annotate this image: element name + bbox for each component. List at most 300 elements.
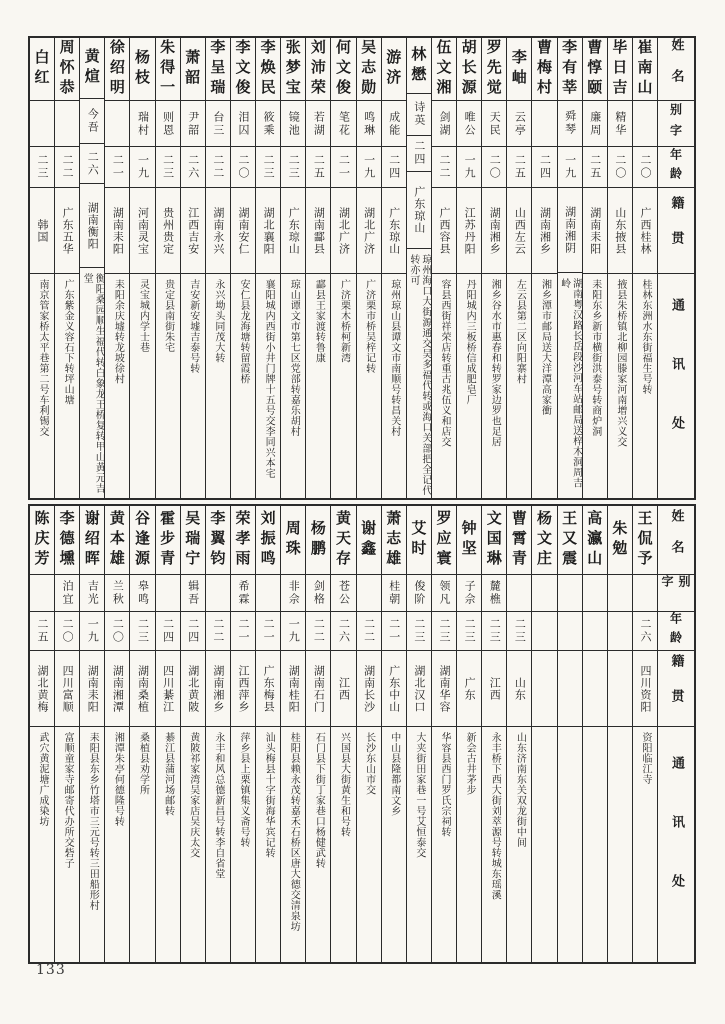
name-cell: 徐绍明	[107, 39, 126, 99]
address-cell: 资阳临江寺	[633, 726, 657, 962]
native-cell: 湖北黄陂	[181, 650, 205, 726]
name-cell: 周怀恭	[57, 39, 76, 99]
native-cell: 山东掖县	[608, 187, 632, 273]
address-cell: 石门县下街丁家巷口杨健武转	[306, 726, 330, 962]
native-cell	[558, 650, 582, 726]
age-cell: 一九	[558, 146, 582, 187]
native-cell: 湖南湘乡	[482, 187, 506, 273]
header-native: 籍贯	[658, 187, 694, 273]
address-cell: 酃县王家渡转鲁康	[306, 273, 330, 498]
person-column	[79, 38, 104, 498]
native-cell: 湖南石门	[306, 650, 330, 726]
name-cell: 杨枝	[132, 49, 151, 89]
person-column	[406, 38, 431, 498]
person-column	[54, 506, 79, 962]
person-column	[305, 506, 330, 962]
name-cell: 伍文湘	[434, 39, 453, 99]
native-cell: 河南灵宝	[130, 187, 154, 273]
name-cell: 朱勉	[610, 520, 629, 560]
native-cell: 湖南耒阳	[80, 650, 104, 726]
person-column	[406, 506, 431, 962]
age-cell: 二五	[507, 146, 531, 187]
name-cell: 钟坚	[459, 520, 478, 560]
person-column	[607, 506, 632, 962]
age-cell: 二三	[432, 611, 456, 650]
person-column	[330, 506, 355, 962]
age-cell: 二一	[231, 611, 255, 650]
native-cell: 湖南湘乡	[206, 650, 230, 726]
zi-cell: 俊阶	[407, 574, 431, 611]
native-cell: 江苏丹阳	[457, 187, 481, 273]
native-cell: 四川资阳	[633, 650, 657, 726]
person-column	[255, 506, 280, 962]
address-cell: 吉安新安墟吉泰号转	[181, 273, 205, 498]
zi-cell: 台三	[206, 100, 230, 146]
person-column	[431, 506, 456, 962]
native-cell: 湖南华容	[432, 650, 456, 726]
native-cell	[608, 650, 632, 726]
age-cell: 二五	[306, 146, 330, 187]
native-cell	[583, 650, 607, 726]
name-cell: 吴志勋	[359, 39, 378, 99]
native-cell: 广西容县	[432, 187, 456, 273]
age-cell: 二二	[432, 146, 456, 187]
address-cell: 广济栗木桥柯新湾	[331, 273, 355, 498]
name-cell: 黄本雄	[107, 510, 126, 570]
person-column	[205, 506, 230, 962]
address-cell: 琼州琼山县谭文市南顺号转昌关村	[382, 273, 406, 498]
name-cell: 游济	[384, 49, 403, 89]
native-cell: 广东	[457, 650, 481, 726]
address-cell: 耒阳余庆墟转龙坡徐村	[105, 273, 129, 498]
address-cell: 安仁县龙海塘转留霞桥	[231, 273, 255, 498]
age-cell: 二〇	[55, 611, 79, 650]
name-cell: 曹惇颐	[585, 39, 604, 99]
age-cell: 二三	[407, 611, 431, 650]
zi-cell: 唯公	[457, 100, 481, 146]
address-cell: 左云县第二区向阳寨村	[507, 273, 531, 498]
zi-cell: 廉周	[583, 100, 607, 146]
person-column	[381, 506, 406, 962]
age-cell: 二三	[156, 146, 180, 187]
age-cell: 二一	[105, 146, 129, 187]
person-column	[632, 38, 657, 498]
name-cell: 黄天存	[333, 510, 352, 570]
age-cell: 二二	[206, 611, 230, 650]
address-cell: 武穴黄泥塘广成染坊	[30, 726, 54, 962]
name-cell: 杨鹏	[308, 520, 327, 560]
zi-cell: 笔花	[331, 100, 355, 146]
zi-cell: 鸣琳	[357, 100, 381, 146]
native-cell	[532, 650, 556, 726]
native-cell: 广东琼山	[407, 171, 431, 248]
name-cell: 刘沛荣	[308, 39, 327, 99]
name-cell: 霍步青	[158, 510, 177, 570]
person-column	[456, 506, 481, 962]
zi-cell	[206, 574, 230, 611]
zi-cell: 泊宜	[55, 574, 79, 611]
address-cell: 新会古井茅步	[457, 726, 481, 962]
name-cell: 崔南山	[635, 39, 654, 99]
zi-cell	[558, 574, 582, 611]
native-cell: 四川綦江	[156, 650, 180, 726]
person-column	[54, 38, 79, 498]
person-column	[104, 506, 129, 962]
age-cell: 一九	[457, 146, 481, 187]
name-cell: 林懋	[409, 45, 428, 86]
person-column	[506, 506, 531, 962]
header-age: 年龄	[658, 146, 694, 187]
age-cell: 二五	[30, 611, 54, 650]
name-cell: 谷逢源	[132, 510, 151, 570]
name-cell: 李呈瑞	[208, 39, 227, 99]
name-cell: 何文俊	[333, 39, 352, 99]
address-cell: 桂林东洲水东街福生号转	[633, 273, 657, 498]
age-cell: 二一	[382, 611, 406, 650]
person-column	[481, 506, 506, 962]
age-cell: 二四	[532, 146, 556, 187]
address-cell: 耒阳县东乡竹塔市三元号转三田船形村	[80, 726, 104, 962]
native-cell: 湖北襄阳	[256, 187, 280, 273]
native-cell: 四川富顺	[55, 650, 79, 726]
zi-cell: 镜池	[281, 100, 305, 146]
name-cell: 王侃予	[635, 510, 654, 570]
native-cell: 湖南酃县	[306, 187, 330, 273]
name-cell: 黄煊	[82, 48, 101, 89]
header-native: 籍贯	[658, 650, 694, 726]
native-cell: 山东	[507, 650, 531, 726]
name-cell: 李岫	[509, 49, 528, 89]
native-cell: 广东中山	[382, 650, 406, 726]
name-cell: 李文俊	[233, 39, 252, 99]
zi-cell: 剑湖	[432, 100, 456, 146]
name-cell: 谢鑫	[359, 520, 378, 560]
address-cell: 广东紫金义容石下转坪山塘	[55, 273, 79, 498]
address-cell: 灵宝城内学士巷	[130, 273, 154, 498]
address-cell: 丹阳城内三板桥信成肥皂厂	[457, 273, 481, 498]
name-cell: 萧志雄	[384, 510, 403, 570]
name-cell: 刘振鸣	[258, 510, 277, 570]
name-cell: 周珠	[283, 520, 302, 560]
person-column	[582, 506, 607, 962]
address-cell: 长沙东山市交	[357, 726, 381, 962]
address-cell: 耒阳东乡新市横街洪泰号转商炉洞	[583, 273, 607, 498]
address-cell: 永丰和风总德新昌号转李自省堂	[206, 726, 230, 962]
person-column	[230, 38, 255, 498]
age-cell: 二〇	[608, 146, 632, 187]
header-column	[657, 506, 694, 962]
age-cell: 二二	[357, 611, 381, 650]
zi-cell	[532, 100, 556, 146]
age-cell	[608, 611, 632, 650]
zi-cell: 兰秋	[105, 574, 129, 611]
address-cell: 琼州海口大街源通交吴多福代转或海口关部把全记代转亦可	[407, 248, 431, 498]
page-number: 133	[36, 962, 66, 978]
zi-cell: 舜琴	[558, 100, 582, 146]
address-cell: 琼山谭文市第七区党部转嘉乐胡村	[281, 273, 305, 498]
name-cell: 吴瑞宁	[183, 510, 202, 570]
name-cell: 文国琳	[484, 510, 503, 570]
address-cell: 綦江县蒲河场邮转	[156, 726, 180, 962]
age-cell: 二四	[181, 611, 205, 650]
age-cell: 一九	[357, 146, 381, 187]
age-cell: 二五	[583, 146, 607, 187]
age-cell: 二四	[407, 135, 431, 172]
age-cell: 二一	[331, 146, 355, 187]
person-column	[431, 38, 456, 498]
native-cell: 韩国	[30, 187, 54, 273]
header-address: 通讯处	[658, 273, 694, 498]
zi-cell: 辑吾	[181, 574, 205, 611]
person-column	[180, 38, 205, 498]
address-cell: 黄陂祁家湾吴家店吴庆太交	[181, 726, 205, 962]
address-cell: 中山县隆都南文乡	[382, 726, 406, 962]
zi-cell: 筱乘	[256, 100, 280, 146]
person-column	[280, 38, 305, 498]
zi-cell: 桂朝	[382, 574, 406, 611]
address-cell: 容县西街祥荣店转重古兆伍义和店交	[432, 273, 456, 498]
zi-cell: 若湖	[306, 100, 330, 146]
age-cell: 二六	[181, 146, 205, 187]
native-cell: 湖北广济	[331, 187, 355, 273]
header-address: 通讯处	[658, 726, 694, 962]
age-cell: 二二	[306, 611, 330, 650]
zi-cell	[507, 574, 531, 611]
native-cell: 湖北黄梅	[30, 650, 54, 726]
person-column	[30, 38, 54, 498]
zi-cell: 剑格	[306, 574, 330, 611]
name-cell: 朱得一	[158, 39, 177, 99]
name-cell: 曹梅村	[534, 39, 553, 99]
person-column	[330, 38, 355, 498]
name-cell: 杨文庄	[534, 510, 553, 570]
address-cell: 华容县西门罗氏宗祠转	[432, 726, 456, 962]
zi-cell: 精华	[608, 100, 632, 146]
person-column	[582, 38, 607, 498]
address-cell: 兴国县大街黄生和号转	[331, 726, 355, 962]
name-cell: 李焕民	[258, 39, 277, 99]
name-cell: 李有莘	[560, 38, 579, 99]
person-column	[381, 38, 406, 498]
native-cell: 湖南湘乡	[532, 187, 556, 273]
name-cell: 罗应寰	[434, 510, 453, 570]
address-cell: 富顺童家寺邮寄代办所交砦子	[55, 726, 79, 962]
native-cell: 湖南长沙	[357, 650, 381, 726]
address-cell: 南京管家桥太平巷第二号车利锡交	[30, 273, 54, 498]
native-cell: 湖南桑植	[130, 650, 154, 726]
native-cell: 湖北汉口	[407, 650, 431, 726]
age-cell: 二四	[382, 146, 406, 187]
zi-cell: 非佘	[281, 574, 305, 611]
zi-cell: 麓樵	[482, 574, 506, 611]
age-cell: 二二	[206, 146, 230, 187]
address-cell: 贵定县南街朱宅	[156, 273, 180, 498]
name-cell: 白红	[32, 49, 51, 89]
address-cell	[608, 726, 632, 962]
zi-cell	[633, 574, 657, 611]
address-cell: 永兴坳头同茂大转	[206, 273, 230, 498]
zi-cell: 吉光	[80, 574, 104, 611]
native-cell: 广东琼山	[382, 187, 406, 273]
person-column	[531, 506, 556, 962]
age-cell: 二〇	[105, 611, 129, 650]
address-cell: 衡阳桑园顺生福代转白象龙王桥复转甲山黄元吉堂	[80, 267, 104, 498]
native-cell: 广东梅县	[256, 650, 280, 726]
age-cell: 二〇	[482, 146, 506, 187]
native-cell: 湖南永兴	[206, 187, 230, 273]
age-cell	[532, 611, 556, 650]
zi-cell	[532, 574, 556, 611]
name-cell: 李德壎	[57, 510, 76, 570]
age-cell: 二〇	[231, 146, 255, 187]
native-cell: 湖南衡阳	[80, 183, 104, 267]
native-cell: 湖南耒阳	[105, 187, 129, 273]
native-cell: 广东琼山	[281, 187, 305, 273]
person-column	[180, 506, 205, 962]
zi-cell	[256, 574, 280, 611]
age-cell: 二二	[55, 146, 79, 187]
age-cell: 二三	[281, 146, 305, 187]
zi-cell	[105, 100, 129, 146]
native-cell: 湖北广济	[357, 187, 381, 273]
zi-cell	[357, 574, 381, 611]
age-cell: 二三	[457, 611, 481, 650]
zi-cell: 泪囚	[231, 100, 255, 146]
age-cell: 二四	[156, 611, 180, 650]
header-age: 年龄	[658, 611, 694, 650]
address-cell: 汕头梅县十字街海华宾记转	[256, 726, 280, 962]
address-cell: 掖县朱桥镇北柳园滕家河南增兴义交	[608, 273, 632, 498]
zi-cell: 天民	[482, 100, 506, 146]
person-column	[456, 38, 481, 498]
person-column	[155, 506, 180, 962]
header-zi: 别字	[658, 574, 694, 611]
zi-cell: 今吾	[80, 98, 104, 143]
native-cell: 贵州贵定	[156, 187, 180, 273]
native-cell: 广西桂林	[633, 187, 657, 273]
zi-cell: 则恩	[156, 100, 180, 146]
zi-cell	[30, 100, 54, 146]
person-column	[305, 38, 330, 498]
person-column	[30, 506, 54, 962]
age-cell: 二六	[633, 611, 657, 650]
name-cell: 胡长源	[459, 39, 478, 99]
native-cell: 湖南安仁	[231, 187, 255, 273]
age-cell: 一九	[80, 611, 104, 650]
person-column	[356, 38, 381, 498]
native-cell: 湖南耒阳	[583, 187, 607, 273]
age-cell: 二六	[331, 611, 355, 650]
address-cell: 襄阳城内西街小井门牌十五号交李同兴本宅	[256, 273, 280, 498]
native-cell: 江西	[482, 650, 506, 726]
age-cell: 二三	[30, 146, 54, 187]
age-cell	[583, 611, 607, 650]
zi-cell: 领凡	[432, 574, 456, 611]
person-column	[129, 506, 154, 962]
name-cell: 毕日吉	[610, 39, 629, 99]
name-cell: 曹霄青	[509, 510, 528, 570]
address-cell: 桂阳县赖永茂转嘉禾石桥区唐大德交清泉坊	[281, 726, 305, 962]
roster-table-top	[28, 36, 696, 500]
address-cell: 广济栗市桥吴梓记转	[357, 273, 381, 498]
name-cell: 李翼钧	[208, 510, 227, 570]
zi-cell: 云亭	[507, 100, 531, 146]
roster-table-bottom	[28, 504, 696, 964]
zi-cell: 尹韶	[181, 100, 205, 146]
zi-cell: 苍公	[331, 574, 355, 611]
age-cell: 二三	[256, 146, 280, 187]
person-column	[557, 38, 582, 498]
name-cell: 艾时	[409, 520, 428, 560]
zi-cell	[633, 100, 657, 146]
person-column	[129, 38, 154, 498]
age-cell: 二六	[80, 143, 104, 183]
native-cell: 广东五华	[55, 187, 79, 273]
zi-cell: 希霖	[231, 574, 255, 611]
name-cell: 张梦宝	[283, 39, 302, 99]
header-name: 姓名	[668, 509, 684, 571]
person-column	[531, 38, 556, 498]
name-cell: 王又震	[560, 510, 579, 570]
person-column	[356, 506, 381, 962]
native-cell: 江西吉安	[181, 187, 205, 273]
age-cell: 二三	[507, 611, 531, 650]
person-column	[280, 506, 305, 962]
zi-cell: 诗英	[407, 93, 431, 134]
zi-cell: 瑞村	[130, 100, 154, 146]
address-cell: 湖南粤汉路长岳段沙河车站邮局送梓木洞周吉岭	[558, 272, 582, 498]
zi-cell: 子佘	[457, 574, 481, 611]
age-cell: 一九	[281, 611, 305, 650]
person-column	[79, 506, 104, 962]
address-cell	[532, 726, 556, 962]
name-cell: 荣孝雨	[233, 510, 252, 570]
zi-cell	[30, 574, 54, 611]
address-cell: 萍乡县上栗镇集义斋号转	[231, 726, 255, 962]
zi-cell	[55, 100, 79, 146]
address-cell: 桑植县劝学所	[130, 726, 154, 962]
address-cell: 永丰桥下西大街刘萃源号转城东瑶溪	[482, 726, 506, 962]
person-column	[104, 38, 129, 498]
age-cell: 一九	[130, 146, 154, 187]
person-column	[155, 38, 180, 498]
native-cell: 江西萍乡	[231, 650, 255, 726]
name-cell: 萧韶	[183, 49, 202, 89]
zi-cell: 成能	[382, 100, 406, 146]
address-cell	[583, 726, 607, 962]
address-cell: 大夹街田家巷一号艾恒泰交	[407, 726, 431, 962]
header-zi: 别字	[658, 100, 694, 146]
person-column	[506, 38, 531, 498]
native-cell: 湖南湘阴	[558, 187, 582, 273]
zi-cell	[156, 574, 180, 611]
age-cell: 二一	[256, 611, 280, 650]
person-column	[607, 38, 632, 498]
person-column	[632, 506, 657, 962]
age-cell: 二三	[482, 611, 506, 650]
native-cell: 江西	[331, 650, 355, 726]
age-cell	[558, 611, 582, 650]
address-cell: 山东济南东关双龙街中间	[507, 726, 531, 962]
native-cell: 湖南湘潭	[105, 650, 129, 726]
header-name: 姓名	[668, 38, 684, 100]
name-cell: 高瀛山	[585, 510, 604, 570]
age-cell: 二〇	[633, 146, 657, 187]
zi-cell: 皋鸣	[130, 574, 154, 611]
age-cell: 二三	[130, 611, 154, 650]
person-column	[255, 38, 280, 498]
header-column	[657, 38, 694, 498]
